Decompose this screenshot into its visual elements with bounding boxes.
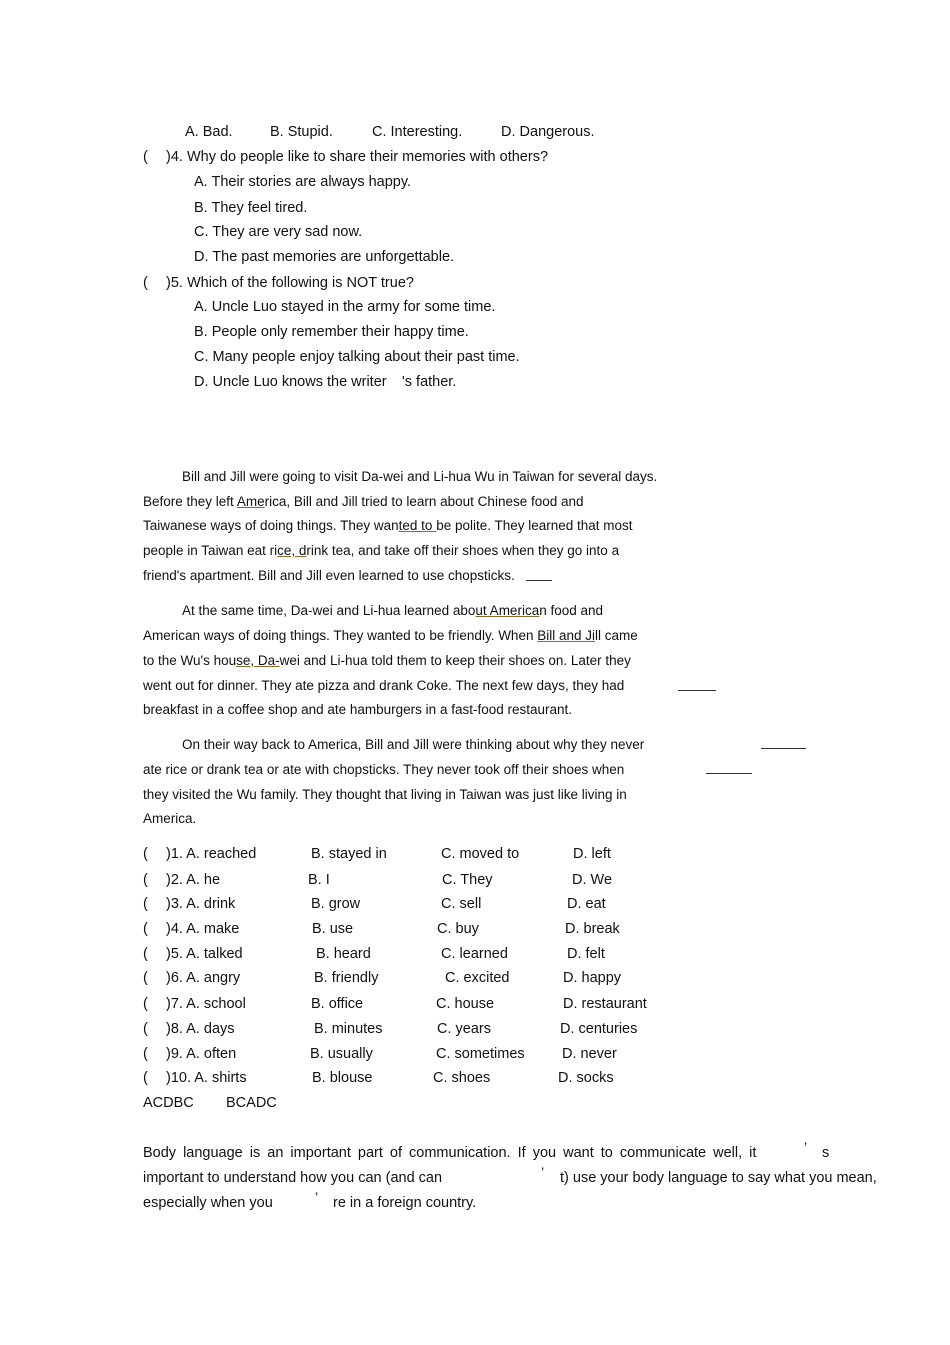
cloze-option-c: C. sell bbox=[441, 896, 482, 912]
answer-key-1: ACDBC bbox=[143, 1095, 194, 1111]
cloze-option-c: C. learned bbox=[441, 946, 508, 962]
q4-option-c: C. They are very sad now. bbox=[194, 224, 363, 240]
cloze-paren: ( bbox=[143, 921, 148, 937]
cloze-option-d: D. break bbox=[565, 921, 620, 937]
passage2-p1-line2: Before they left America, Bill and Jill tried to learn about Chinese food and bbox=[143, 494, 584, 509]
passage2-p1-line1: Bill and Jill were going to visit Da-wei and Li-hua Wu in Taiwan for several days. bbox=[182, 469, 658, 484]
cloze-option-b: B. usually bbox=[310, 1046, 373, 1062]
apostrophe-2: ’ bbox=[541, 1164, 545, 1180]
cloze-option-d: D. socks bbox=[558, 1070, 614, 1086]
body-language-line2-end: t) use your body language to say what you mean, bbox=[560, 1170, 877, 1186]
cloze-option-b: B. use bbox=[312, 921, 354, 937]
cloze-option-a: )3. A. drink bbox=[166, 896, 236, 912]
q4-paren: ( bbox=[143, 149, 148, 165]
body-language-line1-end: s bbox=[822, 1145, 830, 1161]
passage2-p2-line4: went out for dinner. They ate pizza and drank Coke. The next few days, they had bbox=[143, 678, 625, 693]
cloze-option-d: D. felt bbox=[567, 946, 605, 962]
cloze-option-c: C. sometimes bbox=[436, 1046, 525, 1062]
cloze-paren: ( bbox=[143, 1021, 148, 1037]
cloze-option-a: )1. A. reached bbox=[166, 846, 257, 862]
cloze-option-a: )5. A. talked bbox=[166, 946, 243, 962]
cloze-option-b: B. I bbox=[308, 872, 330, 888]
cloze-option-c: C. years bbox=[437, 1021, 491, 1037]
cloze-paren: ( bbox=[143, 996, 148, 1012]
cloze-option-c: C. buy bbox=[437, 921, 479, 937]
cloze-option-d: D. eat bbox=[567, 896, 606, 912]
cloze-paren: ( bbox=[143, 970, 148, 986]
passage2-p3-line2: ate rice or drank tea or ate with chopsticks. They never took off their shoes when bbox=[143, 762, 625, 777]
q5-stem: )5. Which of the following is NOT true? bbox=[166, 275, 414, 291]
apostrophe-1: ’ bbox=[804, 1139, 808, 1155]
q5-option-a: A. Uncle Luo stayed in the army for some time. bbox=[194, 299, 496, 315]
cloze-option-d: D. happy bbox=[563, 970, 622, 986]
q4-option-d: D. The past memories are unforgettable. bbox=[194, 249, 455, 265]
passage2-p1-line4: people in Taiwan eat rice, drink tea, and take off their shoes when they go into a bbox=[143, 543, 620, 558]
cloze-paren: ( bbox=[143, 1070, 148, 1086]
answer-key-2: BCADC bbox=[226, 1095, 277, 1111]
cloze-paren: ( bbox=[143, 946, 148, 962]
body-language-line3: especially when you bbox=[143, 1195, 273, 1211]
q3-option-d: D. Dangerous. bbox=[501, 124, 595, 140]
blank-line-3 bbox=[761, 748, 806, 749]
passage2-p2-line2: American ways of doing things. They wanted to be friendly. When Bill and Jill came bbox=[143, 628, 638, 643]
cloze-option-d: D. restaurant bbox=[563, 996, 647, 1012]
q4-stem: )4. Why do people like to share their memories with others? bbox=[166, 149, 549, 165]
q3-option-b: B. Stupid. bbox=[270, 124, 333, 140]
cloze-option-b: B. grow bbox=[311, 896, 361, 912]
cloze-option-c: C. They bbox=[442, 872, 493, 888]
q5-option-c: C. Many people enjoy talking about their past time. bbox=[194, 349, 520, 365]
body-language-line2: important to understand how you can (and can bbox=[143, 1170, 443, 1186]
q4-option-b: B. They feel tired. bbox=[194, 200, 308, 216]
q5-option-b: B. People only remember their happy time. bbox=[194, 324, 469, 340]
body-language-line1: Body language is an important part of communication. If you want to communicate well, it bbox=[143, 1145, 757, 1161]
passage2-p3-line3: they visited the Wu family. They thought that living in Taiwan was just like living in bbox=[143, 787, 627, 802]
apostrophe-3: ’ bbox=[315, 1189, 319, 1205]
cloze-option-b: B. stayed in bbox=[311, 846, 387, 862]
cloze-option-c: C. moved to bbox=[441, 846, 520, 862]
q5-option-d: D. Uncle Luo knows the writer bbox=[194, 374, 387, 390]
cloze-option-c: C. excited bbox=[445, 970, 510, 986]
blank-line-1 bbox=[526, 580, 552, 581]
q3-option-a: A. Bad. bbox=[185, 124, 233, 140]
cloze-option-d: D. never bbox=[562, 1046, 617, 1062]
body-language-line3-end: re in a foreign country. bbox=[333, 1195, 477, 1211]
blank-line-2 bbox=[678, 690, 716, 691]
passage2-p1-line5: friend's apartment. Bill and Jill even learned to use chopsticks. bbox=[143, 568, 515, 583]
cloze-option-d: D. We bbox=[572, 872, 613, 888]
passage2-p3-line4: America. bbox=[143, 811, 197, 826]
q3-option-c: C. Interesting. bbox=[372, 124, 463, 140]
cloze-option-a: )9. A. often bbox=[166, 1046, 237, 1062]
cloze-option-d: D. left bbox=[573, 846, 611, 862]
cloze-option-b: B. office bbox=[311, 996, 364, 1012]
blank-line-4 bbox=[706, 773, 752, 774]
cloze-paren: ( bbox=[143, 846, 148, 862]
passage2-p3-line1: On their way back to America, Bill and Jill were thinking about why they never bbox=[182, 737, 645, 752]
cloze-paren: ( bbox=[143, 872, 148, 888]
cloze-option-a: )8. A. days bbox=[166, 1021, 235, 1037]
cloze-option-c: C. house bbox=[436, 996, 495, 1012]
passage2-p2-line1: At the same time, Da-wei and Li-hua learned about American food and bbox=[182, 603, 604, 618]
cloze-option-a: )10. A. shirts bbox=[166, 1070, 247, 1086]
cloze-option-a: )6. A. angry bbox=[166, 970, 241, 986]
q4-option-a: A. Their stories are always happy. bbox=[194, 174, 412, 190]
cloze-option-a: )2. A. he bbox=[166, 872, 221, 888]
cloze-option-d: D. centuries bbox=[560, 1021, 638, 1037]
passage2-p2-line5: breakfast in a coffee shop and ate hamburgers in a fast-food restaurant. bbox=[143, 702, 573, 717]
q5-option-d-tail: 's father. bbox=[402, 374, 457, 390]
cloze-option-b: B. blouse bbox=[312, 1070, 373, 1086]
q5-paren: ( bbox=[143, 275, 148, 291]
cloze-option-b: B. minutes bbox=[314, 1021, 383, 1037]
cloze-option-b: B. heard bbox=[316, 946, 371, 962]
cloze-paren: ( bbox=[143, 896, 148, 912]
passage2-p1-line3: Taiwanese ways of doing things. They wanted to be polite. They learned that most bbox=[143, 518, 633, 533]
cloze-option-b: B. friendly bbox=[314, 970, 379, 986]
cloze-option-a: )4. A. make bbox=[166, 921, 240, 937]
cloze-option-a: )7. A. school bbox=[166, 996, 246, 1012]
passage2-p2-line3: to the Wu's house, Da-wei and Li-hua told them to keep their shoes on. Later they bbox=[143, 653, 631, 668]
cloze-paren: ( bbox=[143, 1046, 148, 1062]
cloze-option-c: C. shoes bbox=[433, 1070, 491, 1086]
